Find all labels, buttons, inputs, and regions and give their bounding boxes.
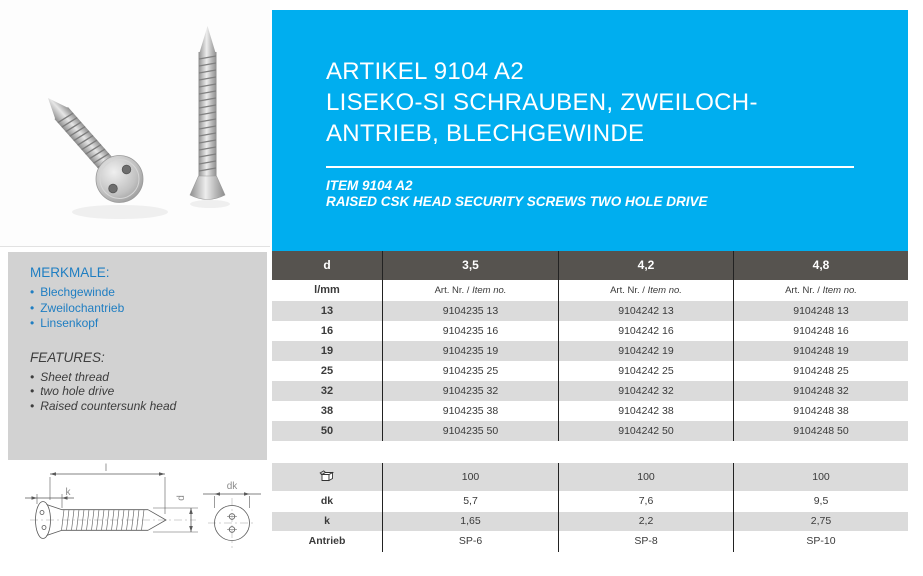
packaging-cell: 100 — [558, 463, 733, 491]
page-subtitle — [326, 178, 854, 210]
features-item-label: Raised countersunk head — [40, 398, 177, 413]
drive-hole — [109, 184, 118, 193]
spec-cell: 7,6 — [558, 491, 733, 512]
artno-header-de: Art. Nr. / — [785, 285, 820, 296]
artno-cell: 9104242 13 — [558, 301, 733, 321]
dim-label-l: l — [104, 463, 108, 474]
merkmale-title: MERKMALE: — [30, 265, 110, 280]
artno-header-en: Item no. — [822, 285, 857, 296]
packaging-label-cell — [272, 463, 382, 491]
size-table-header-row — [272, 251, 908, 280]
col-header-diameter: 4,2 — [558, 251, 733, 280]
artno-header — [382, 280, 558, 301]
artno-cell: 9104248 13 — [733, 301, 908, 321]
col-header-diameter: 3,5 — [382, 251, 558, 280]
dim-label-dk: dk — [226, 481, 238, 492]
features-panel — [8, 252, 267, 460]
artno-cell: 9104248 25 — [733, 361, 908, 381]
merkmale-item — [30, 285, 257, 301]
artno-cell: 9104242 19 — [558, 341, 733, 361]
artno-cell: 9104235 25 — [382, 361, 558, 381]
packaging-cell: 100 — [733, 463, 908, 491]
artno-cell: 9104248 16 — [733, 321, 908, 341]
artno-cell: 9104242 25 — [558, 361, 733, 381]
artno-header-en: Item no. — [472, 285, 507, 296]
artno-header — [558, 280, 733, 301]
technical-drawing — [10, 458, 268, 576]
spec-cell: 1,65 — [382, 512, 558, 531]
merkmale-item-label: Linsenkopf — [40, 316, 99, 330]
spec-row-antrieb — [272, 531, 908, 552]
dim-label-k: k — [65, 487, 71, 498]
artno-cell: 9104235 19 — [382, 341, 558, 361]
title-line: ANTRIEB, BLECHGEWINDE — [326, 120, 645, 147]
artno-cell: 9104242 16 — [558, 321, 733, 341]
artno-cell: 9104248 50 — [733, 421, 908, 441]
merkmale-item-label: Blechgewinde — [40, 285, 115, 299]
artno-cell: 9104242 38 — [558, 401, 733, 421]
artno-cell: 9104235 32 — [382, 381, 558, 401]
table-row — [272, 341, 908, 361]
length-cell: 50 — [320, 425, 334, 437]
packaging-cell: 100 — [382, 463, 558, 491]
artno-cell: 9104235 16 — [382, 321, 558, 341]
spec-cell: 5,7 — [382, 491, 558, 512]
screw-head-face — [96, 156, 143, 203]
length-cell: 25 — [320, 365, 334, 377]
subtitle-line: RAISED CSK HEAD SECURITY SCREWS TWO HOLE DRIVE — [326, 194, 708, 209]
spec-table — [272, 463, 908, 552]
features-item-label: two hole drive — [40, 384, 115, 398]
page-title — [326, 56, 854, 149]
merkmale-item — [30, 301, 257, 317]
col-header-diameter: 4,8 — [733, 251, 908, 280]
col-header-d: d — [323, 258, 331, 272]
artno-cell: 9104235 50 — [382, 421, 558, 441]
spec-cell: 9,5 — [733, 491, 908, 512]
artno-header — [733, 280, 908, 301]
artno-cell: 9104235 38 — [382, 401, 558, 421]
merkmale-item-label: Zweilochantrieb — [40, 300, 125, 315]
length-cell: 19 — [320, 345, 334, 357]
features-item — [30, 399, 257, 414]
spec-label: Antrieb — [308, 535, 346, 547]
subtitle-line: ITEM 9104 A2 — [326, 178, 413, 193]
table-row — [272, 421, 908, 441]
spec-label: k — [324, 515, 330, 527]
spec-label: dk — [320, 495, 334, 507]
dim-label-d: d — [176, 495, 187, 501]
artno-cell: 9104248 19 — [733, 341, 908, 361]
drive-hole — [122, 165, 131, 174]
title-line: LISEKO-SI SCHRAUBEN, ZWEILOCH- — [326, 89, 758, 116]
screw-dimension-drawing — [10, 458, 268, 576]
features-item — [30, 384, 257, 399]
photo-shadow — [72, 205, 168, 219]
spec-row-k — [272, 512, 908, 531]
features-item-label: Sheet thread — [40, 369, 109, 384]
screws-photo-illustration — [0, 0, 270, 246]
vertical-screw — [190, 26, 225, 200]
spec-cell: SP-8 — [558, 531, 733, 552]
product-photo — [0, 0, 270, 247]
title-divider — [326, 166, 854, 168]
packaging-row — [272, 463, 908, 491]
length-cell: 38 — [320, 405, 334, 417]
length-cell: 16 — [320, 325, 334, 337]
artno-cell: 9104248 38 — [733, 401, 908, 421]
hero-header — [272, 10, 908, 251]
dimension-arrows — [32, 472, 250, 532]
table-row — [272, 361, 908, 381]
features-title: FEATURES: — [30, 349, 105, 365]
title-line: ARTIKEL 9104 A2 — [326, 58, 524, 85]
table-row — [272, 301, 908, 321]
artno-cell: 9104235 13 — [382, 301, 558, 321]
spec-cell: 2,2 — [558, 512, 733, 531]
size-table-subheader-row — [272, 280, 908, 301]
features-item — [30, 370, 257, 385]
artno-cell: 9104242 50 — [558, 421, 733, 441]
spec-cell: 2,75 — [733, 512, 908, 531]
spec-cell: SP-6 — [382, 531, 558, 552]
length-cell: 13 — [320, 305, 334, 317]
table-row — [272, 321, 908, 341]
merkmale-item — [30, 316, 257, 332]
artno-cell: 9104242 32 — [558, 381, 733, 401]
package-icon — [319, 469, 335, 482]
artno-header-de: Art. Nr. / — [610, 285, 645, 296]
length-cell: 32 — [320, 385, 334, 397]
table-row — [272, 381, 908, 401]
artno-header-de: Art. Nr. / — [434, 285, 470, 296]
table-row — [272, 401, 908, 421]
length-header: l/mm — [314, 284, 340, 296]
spec-row-dk — [272, 491, 908, 512]
artno-cell: 9104248 32 — [733, 381, 908, 401]
photo-shadow — [190, 200, 230, 208]
size-table — [272, 251, 908, 441]
artno-header-en: Item no. — [647, 285, 682, 296]
spec-cell: SP-10 — [733, 531, 908, 552]
